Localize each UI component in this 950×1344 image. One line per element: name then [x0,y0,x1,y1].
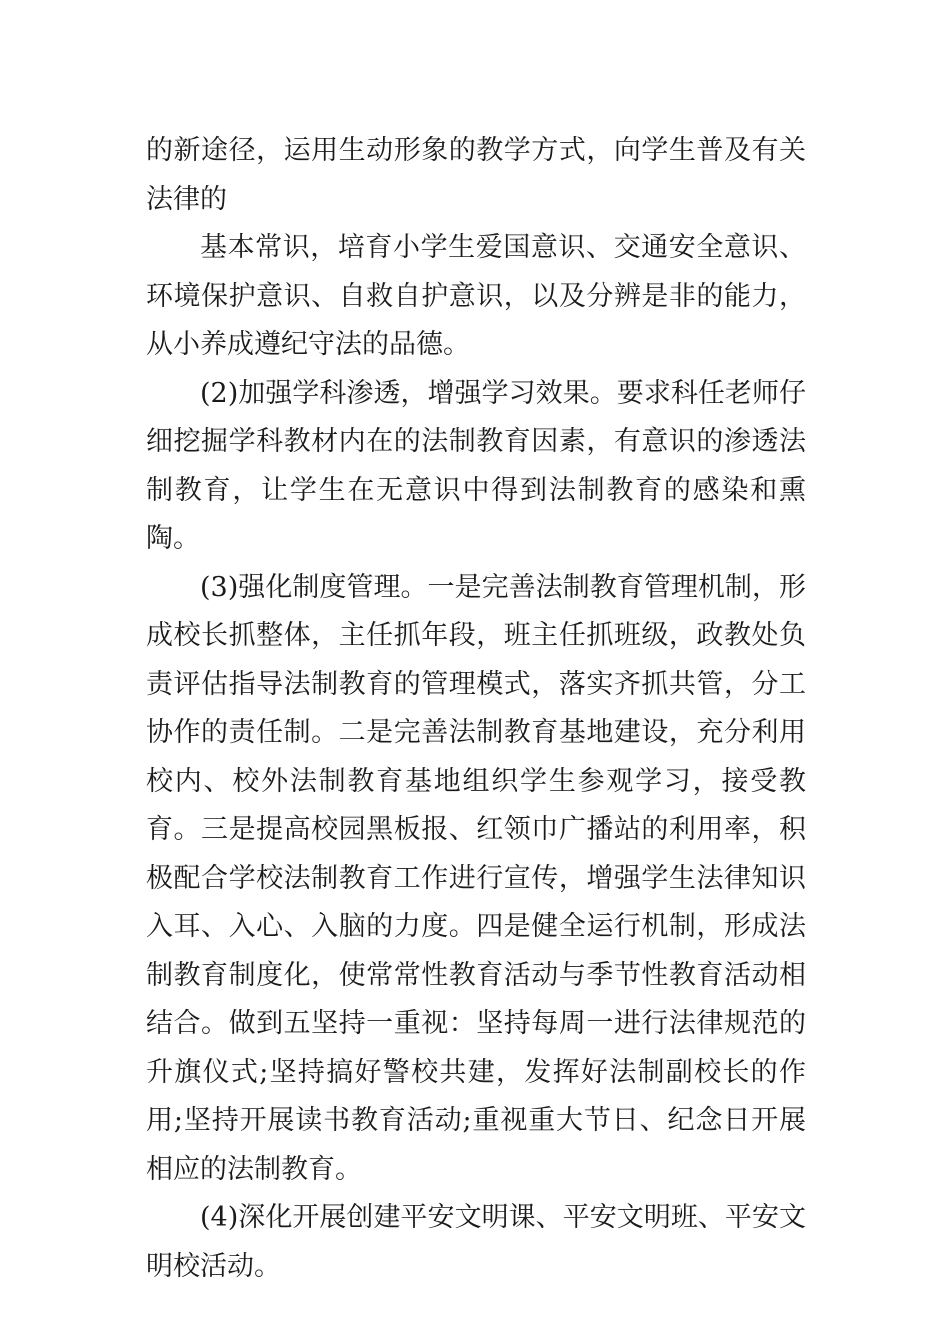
document-body [146,127,806,1291]
paragraph-subject-penetration: (2)加强学科渗透，增强学习效果。要求科任老师仔细挖掘学科教材内在的法制教育因素，有意识的渗透法制教育，让学生在无意识中得到法制教育的感染和熏陶。 [146,377,806,554]
paragraph-continuation: 的新途径，运用生动形象的教学方式，向学生普及有关法律的 [146,135,806,215]
paragraph-basic-knowledge: 基本常识，培育小学生爱国意识、交通安全意识、环境保护意识、自救自护意识，以及分辨是非的能力，从小养成遵纪守法的品德。 [146,232,806,360]
paragraph-safe-civilized-activity: (4)深化开展创建平安文明课、平安文明班、平安文明校活动。 [146,1202,806,1282]
paragraph-system-management: (3)强化制度管理。一是完善法制教育管理机制，形成校长抓整体，主任抓年段，班主任抓班级，政教处负责评估指导法制教育的管理模式，落实齐抓共管，分工协作的责任制。二是完善法制教育基地建设，充分利用校内、校外法制教育基地组织学生参观学习，接受教育。三是提高校园黑板报、红领巾广播站的利用率，积极配合学校法制教育工作进行宣传，增强学生法律知识入耳、入心、入脑的力度。四是健全运行机制，形成法制教育制度化，使常常性教育活动与季节性教育活动相结合。做到五坚持一重视：坚持每周一进行法律规范的升旗仪式;坚持搞好警校共建，发挥好法制副校长的作用;坚持开展读书教育活动;重视重大节日、纪念日开展相应的法制教育。 [146,571,806,1185]
